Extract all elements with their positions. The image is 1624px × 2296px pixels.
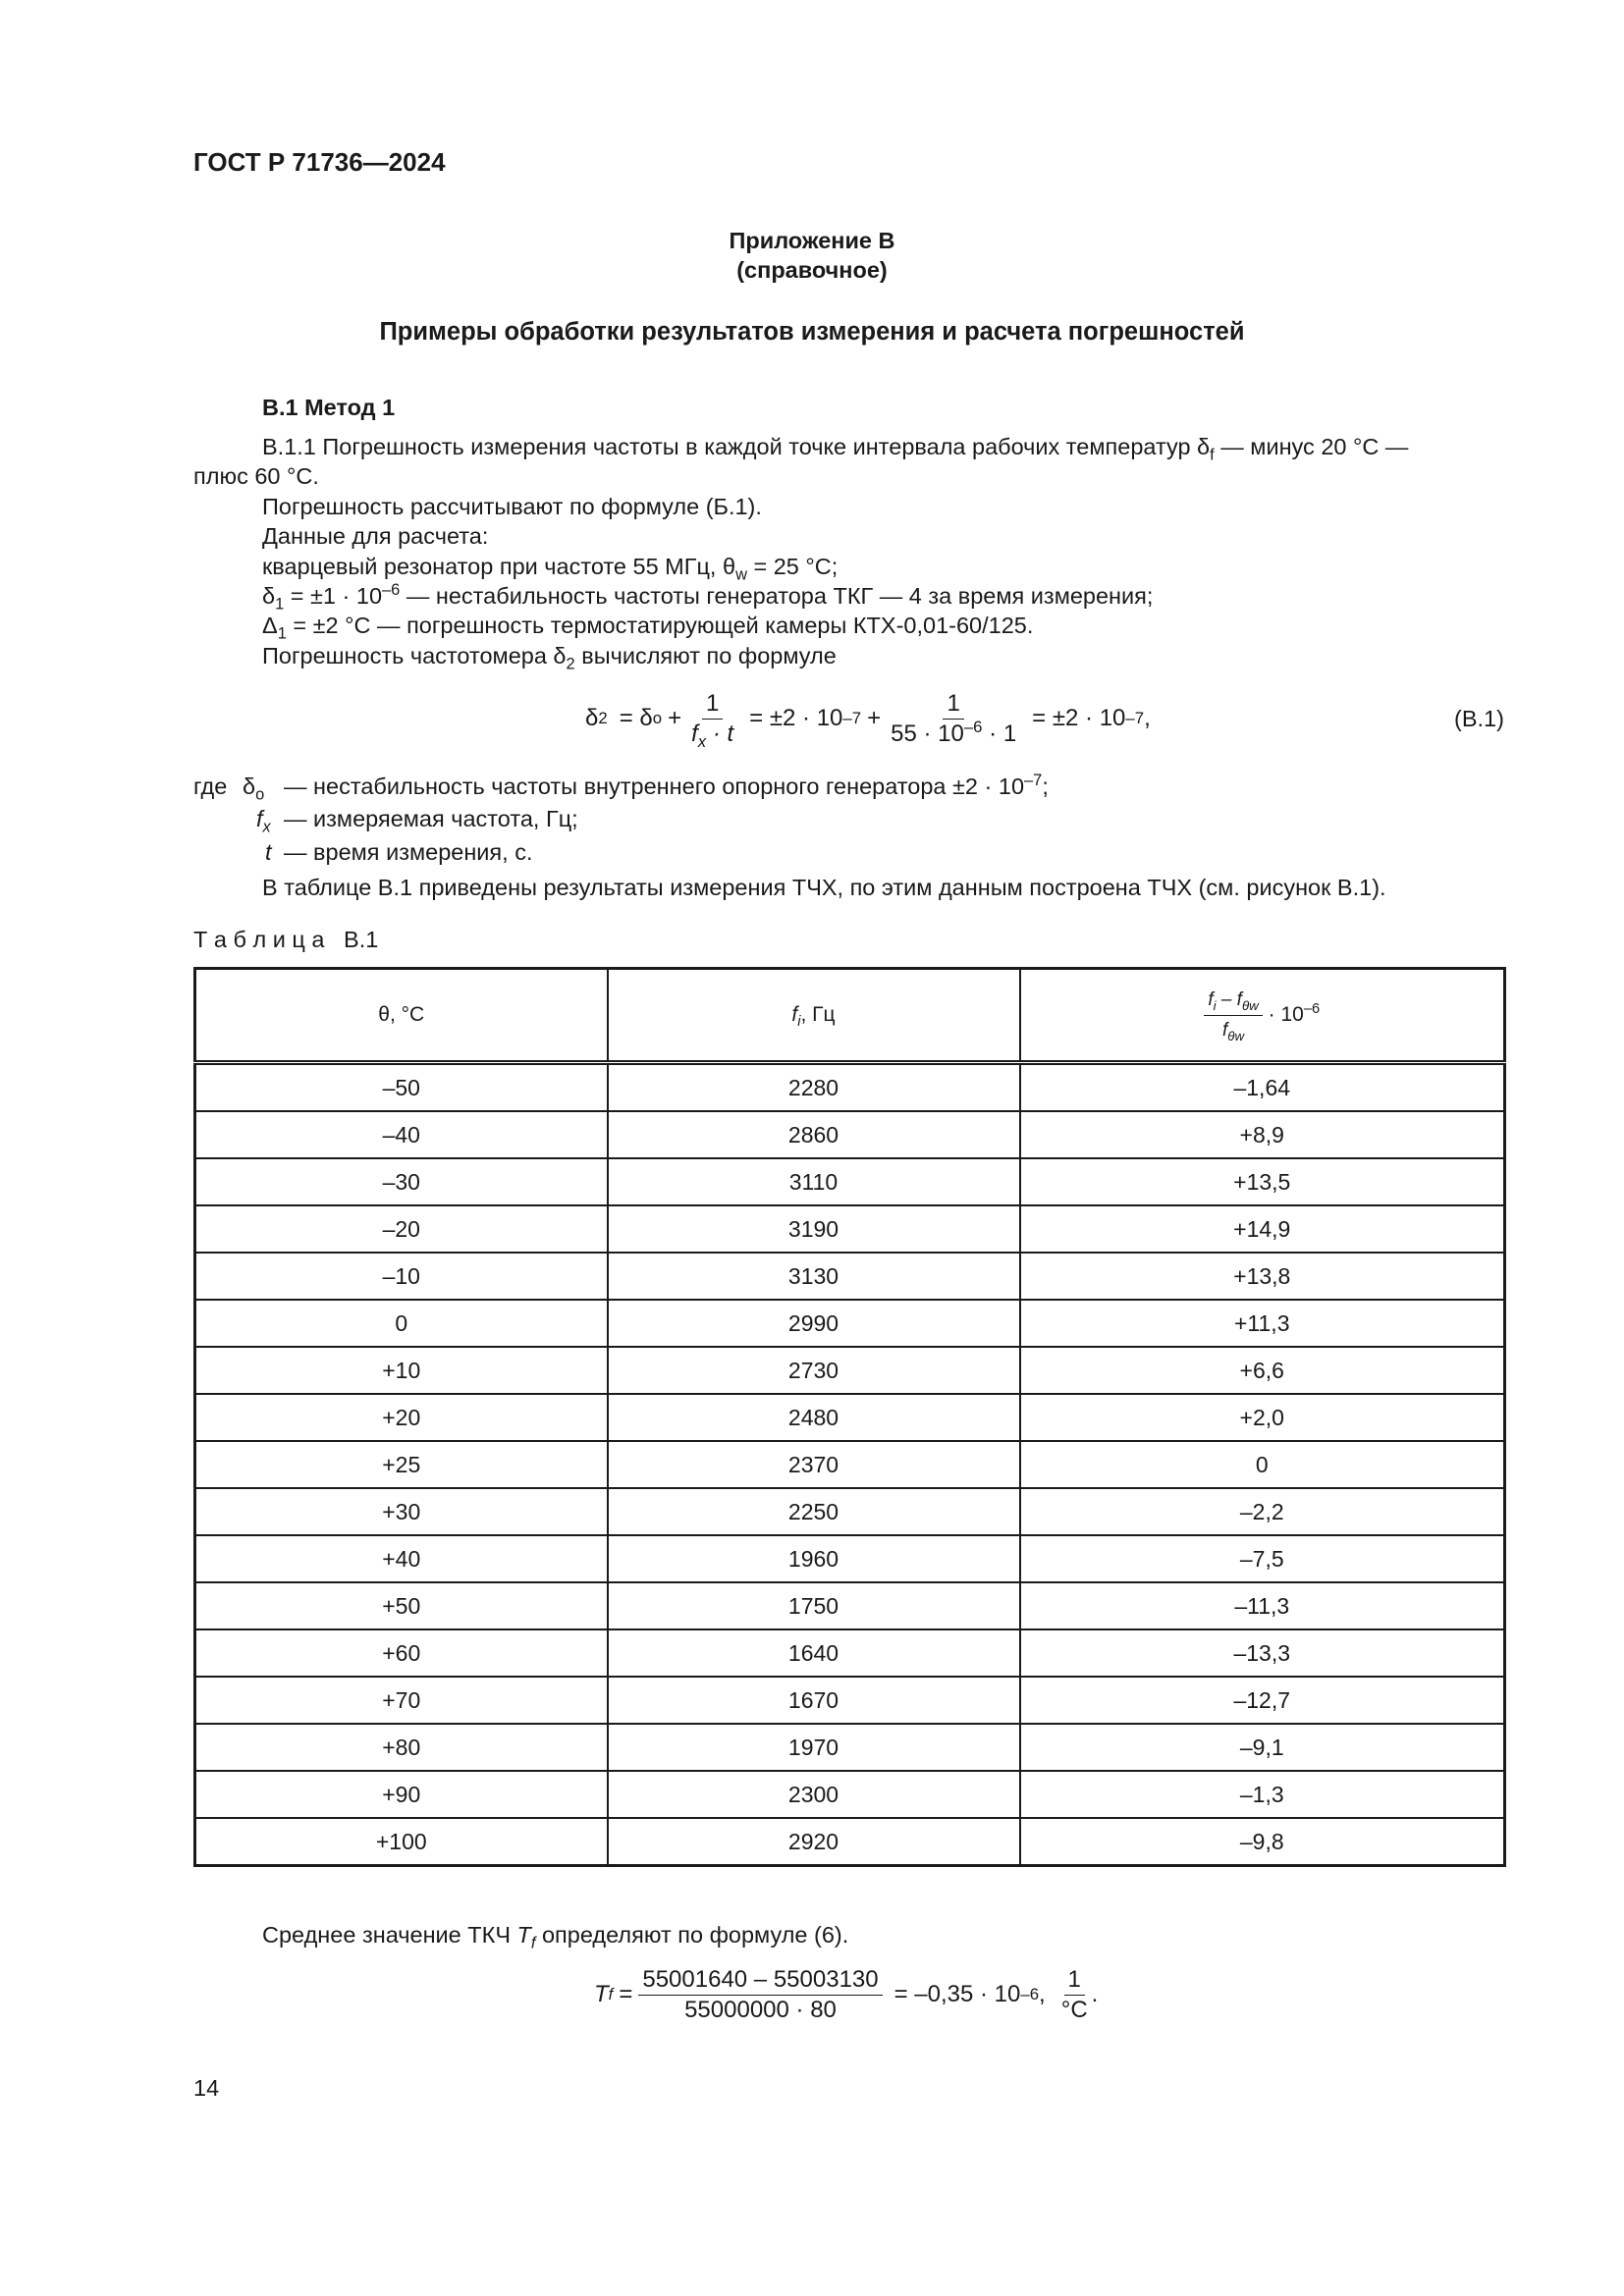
paragraph-line: Погрешность частотомера $\delta_2$ вычисляют по формуле xyxy=(262,643,837,673)
cell-temperature: –30 xyxy=(195,1158,608,1205)
table-row xyxy=(195,1818,1505,1866)
cell-temperature: +80 xyxy=(195,1724,608,1771)
header-temperature: θ, °С xyxy=(195,969,608,1063)
cell-deviation: –13,3 xyxy=(1020,1629,1505,1677)
cell-temperature: –20 xyxy=(195,1205,608,1253)
cell-frequency: 2920 xyxy=(608,1818,1020,1866)
paragraph-line: Погрешность рассчитывают по формуле (Б.1). xyxy=(262,494,762,519)
cell-temperature: +60 xyxy=(195,1629,608,1677)
cell-temperature: +100 xyxy=(195,1818,608,1866)
table-row xyxy=(195,1677,1505,1724)
cell-deviation: –1,3 xyxy=(1020,1771,1505,1818)
table-row xyxy=(195,1394,1505,1441)
cell-temperature: –10 xyxy=(195,1253,608,1300)
cell-frequency: 2730 xyxy=(608,1347,1020,1394)
paragraph-line: плюс 60 °С. xyxy=(193,463,319,489)
paragraph-line: Данные для расчета: xyxy=(262,523,489,549)
appendix-title: Приложение В xyxy=(729,228,895,253)
where-label: где xyxy=(193,774,228,799)
paragraph-line: $\Delta_1 = \pm 2$ °С — погрешность термостатирующей камеры КТХ-0,01-60/125. xyxy=(262,613,1034,643)
cell-frequency: 2280 xyxy=(608,1063,1020,1112)
table-row xyxy=(195,1441,1505,1488)
cell-frequency: 2370 xyxy=(608,1441,1020,1488)
cell-deviation: –9,1 xyxy=(1020,1724,1505,1771)
def-symbol: $\delta_o$ xyxy=(243,774,265,804)
table-row xyxy=(195,1205,1505,1253)
document-header: ГОСТ Р 71736—2024 xyxy=(193,147,446,177)
cell-temperature: 0 xyxy=(195,1300,608,1347)
paragraph-line: кварцевый резонатор при частоте 55 МГц, $\theta_w = 25$ °С; xyxy=(262,554,839,584)
header-deviation: $\frac{f_i - f_{\theta w}}{f_{\theta w}}$ · $10^{-6}$ xyxy=(1020,969,1505,1063)
formula-b1: δ 2 = δ o + $\frac{1}{f_x \cdot t}$ = ±2 · 10 –7 + $\frac{1}{55 \cdot 10^{-6} \cdot 1}$ = ±2 · 10 –7 , xyxy=(585,689,1151,751)
cell-frequency: 2250 xyxy=(608,1488,1020,1535)
cell-frequency: 3130 xyxy=(608,1253,1020,1300)
table-row xyxy=(195,1629,1505,1677)
table-row xyxy=(195,1724,1505,1771)
fraction: $\frac{55001640 - 55003130}{55000000 \cdot 80}$ xyxy=(638,1967,882,2023)
fraction: $\frac{1}{55 \cdot 10^{-6} \cdot 1}$ xyxy=(891,689,1017,747)
cell-frequency: 1970 xyxy=(608,1724,1020,1771)
cell-temperature: +20 xyxy=(195,1394,608,1441)
cell-frequency: 1670 xyxy=(608,1677,1020,1724)
cell-frequency: 1960 xyxy=(608,1535,1020,1582)
cell-temperature: +70 xyxy=(195,1677,608,1724)
table-header-row xyxy=(195,969,1505,1063)
cell-deviation: 0 xyxy=(1020,1441,1505,1488)
section-title: Примеры обработки результатов измерения и расчета погрешностей xyxy=(379,318,1245,346)
cell-temperature: +10 xyxy=(195,1347,608,1394)
subsection-title: В.1 Метод 1 xyxy=(262,395,396,420)
cell-temperature: +40 xyxy=(195,1535,608,1582)
cell-frequency: 1640 xyxy=(608,1629,1020,1677)
cell-deviation: –1,64 xyxy=(1020,1063,1505,1112)
table-row xyxy=(195,1582,1505,1629)
formula-label: (В.1) xyxy=(1454,706,1504,731)
def-text: — нестабильность частоты внутреннего опорного генератора $\pm 2 \cdot 10^{-7}$; xyxy=(284,772,1049,799)
cell-temperature: +90 xyxy=(195,1771,608,1818)
table-row xyxy=(195,1158,1505,1205)
table-row xyxy=(195,1347,1505,1394)
cell-deviation: +13,5 xyxy=(1020,1158,1505,1205)
cell-temperature: –50 xyxy=(195,1063,608,1112)
appendix-subtitle: (справочное) xyxy=(736,257,888,283)
cell-deviation: +2,0 xyxy=(1020,1394,1505,1441)
cell-frequency: 2990 xyxy=(608,1300,1020,1347)
cell-temperature: +50 xyxy=(195,1582,608,1629)
def-text: — измеряемая частота, Гц; xyxy=(284,806,578,831)
cell-deviation: –12,7 xyxy=(1020,1677,1505,1724)
def-symbol: $f_x$ xyxy=(256,806,271,836)
cell-deviation: +11,3 xyxy=(1020,1300,1505,1347)
cell-deviation: –7,5 xyxy=(1020,1535,1505,1582)
data-table xyxy=(193,967,1506,1867)
cell-frequency: 2300 xyxy=(608,1771,1020,1818)
cell-deviation: –2,2 xyxy=(1020,1488,1505,1535)
formula-tf: T f = $\frac{55001640 - 55003130}{55000000 \cdot 80}$ = –0,35 · 10 –6 , $\frac{1}{^\circ С}$ . xyxy=(594,1965,1099,2023)
def-text: — время измерения, с. xyxy=(284,839,533,865)
cell-temperature: +30 xyxy=(195,1488,608,1535)
cell-deviation: +8,9 xyxy=(1020,1111,1505,1158)
fraction: $\frac{1}{f_x \cdot t}$ xyxy=(691,689,734,751)
cell-frequency: 2860 xyxy=(608,1111,1020,1158)
paragraph-line: В.1.1 Погрешность измерения частоты в каждой точке интервала рабочих температур $\delta_f$ — минус 20 °С — xyxy=(262,434,1409,464)
table-row xyxy=(195,1111,1505,1158)
cell-frequency: 1750 xyxy=(608,1582,1020,1629)
table-row xyxy=(195,1300,1505,1347)
cell-temperature: –40 xyxy=(195,1111,608,1158)
cell-frequency: 3190 xyxy=(608,1205,1020,1253)
paragraph-line: $\delta_1 = \pm 1 \cdot 10^{-6}$ — нестабильность частоты генератора ТКГ — 4 за время измерения; xyxy=(262,581,1154,614)
cell-deviation: +14,9 xyxy=(1020,1205,1505,1253)
table-row xyxy=(195,1063,1505,1112)
fraction: $\frac{f_i - f_{\theta w}}{f_{\theta w}}$ xyxy=(1204,988,1262,1043)
cell-deviation: –11,3 xyxy=(1020,1582,1505,1629)
table-caption: Т а б л и ц а В.1 xyxy=(193,927,379,952)
fraction: $\frac{1}{^\circ С}$ xyxy=(1060,1965,1088,2023)
def-symbol: t xyxy=(265,839,272,865)
paragraph-line: Среднее значение ТКЧ $T_f$ определяют по формуле (6). xyxy=(262,1922,849,1952)
header-frequency: $f_i$, Гц xyxy=(608,969,1020,1063)
page-number: 14 xyxy=(193,2075,220,2101)
cell-deviation: +13,8 xyxy=(1020,1253,1505,1300)
table-row xyxy=(195,1488,1505,1535)
table-row xyxy=(195,1535,1505,1582)
cell-temperature: +25 xyxy=(195,1441,608,1488)
cell-frequency: 2480 xyxy=(608,1394,1020,1441)
cell-deviation: +6,6 xyxy=(1020,1347,1505,1394)
paragraph-line: В таблице В.1 приведены результаты измерения ТЧХ, по этим данным построена ТЧХ (см. рисунок В.1). xyxy=(262,875,1386,900)
cell-deviation: –9,8 xyxy=(1020,1818,1505,1866)
table-row xyxy=(195,1771,1505,1818)
cell-frequency: 3110 xyxy=(608,1158,1020,1205)
table-row xyxy=(195,1253,1505,1300)
